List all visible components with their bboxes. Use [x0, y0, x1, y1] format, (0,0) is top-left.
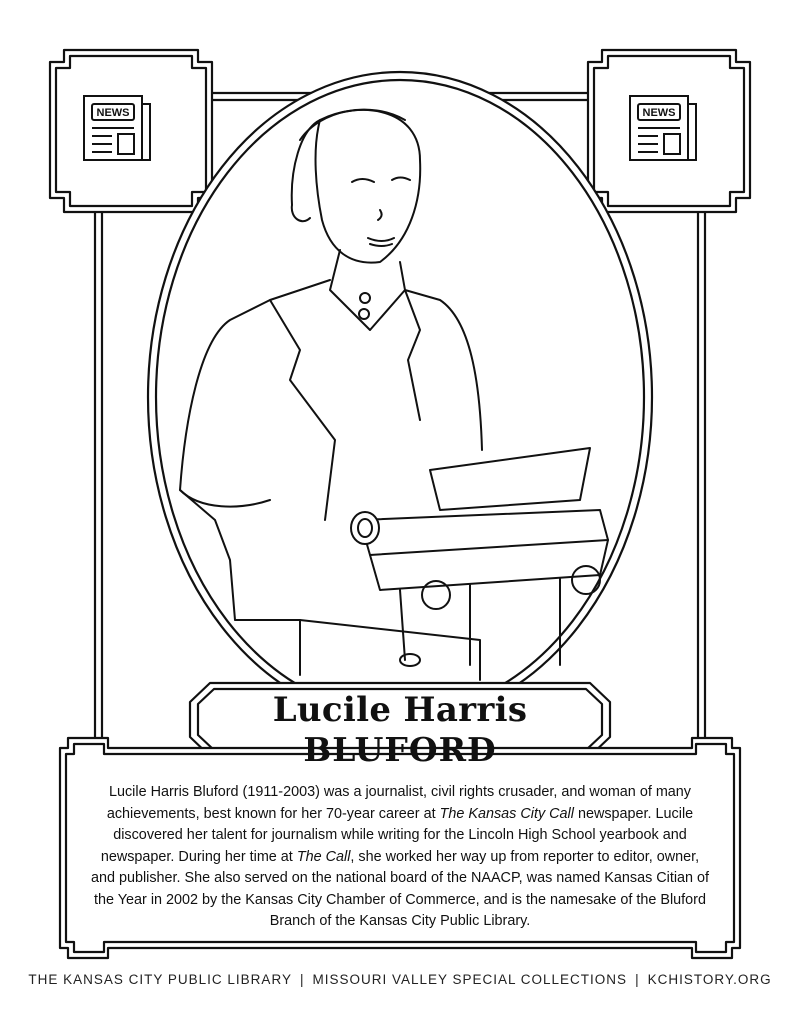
footer	[0, 972, 800, 987]
bio-segment: Lucile Harris Bluford (1911-2003) was a journalist, civil rights crusader, and woman of many achievements, best known for her 70-year career at	[106, 784, 692, 822]
footer-collections: MISSOURI VALLEY SPECIAL COLLECTIONS	[312, 972, 628, 987]
footer-library: THE KANSAS CITY PUBLIC LIBRARY	[28, 972, 292, 987]
name-last: BLUFORD	[303, 730, 497, 769]
name-first: Lucile Harris	[272, 690, 528, 730]
footer-separator: |	[299, 972, 305, 987]
portrait-oval	[148, 72, 652, 722]
footer-separator: |	[635, 972, 640, 987]
bio-text	[88, 782, 712, 933]
bio-segment: , she worked her way up from reporter to editor, owner, and publisher. She also served on the national board of the NAACP, was named Kansas Citian of the Year in 2002 by the Kansas City Chamber of Commerce, and is the namesake of the Bluford Branch of the Kansas City Public Library.	[90, 848, 710, 929]
bio-italic: The Kansas City Call	[439, 805, 574, 822]
news-icon	[630, 96, 696, 160]
bio-italic: The Call	[296, 848, 351, 865]
news-label-left: NEWS	[96, 107, 130, 119]
news-icon	[84, 96, 150, 160]
bio-segment: newspaper. Lucile discovered her talent for journalism while writing for the Lincoln High School yearbook and newspaper. During her time at	[100, 805, 694, 865]
footer-website: KCHISTORY.ORG	[647, 972, 772, 987]
news-label-right: NEWS	[642, 107, 676, 119]
